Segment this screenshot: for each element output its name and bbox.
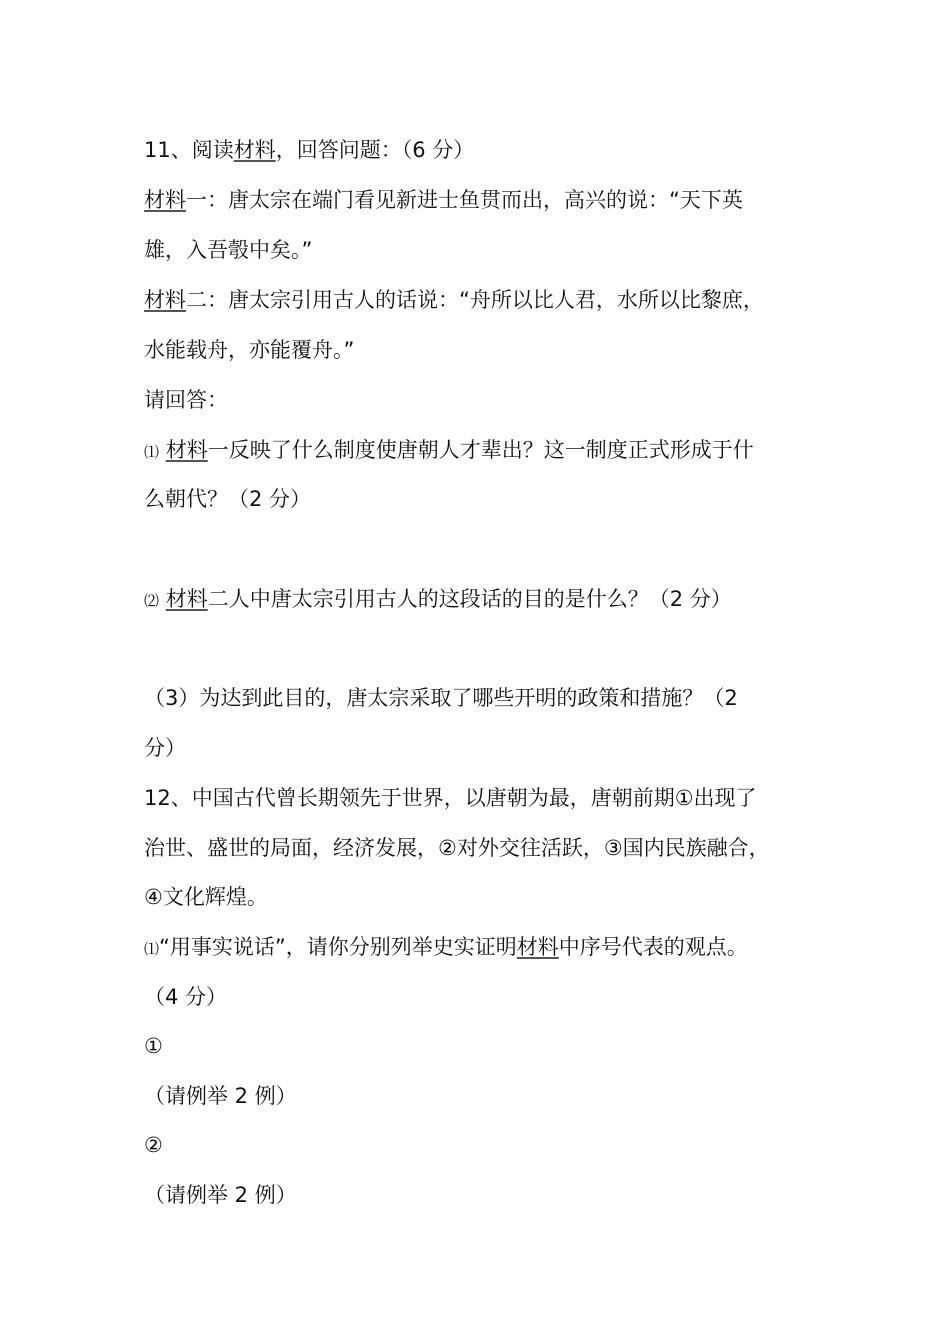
question-12-line-2: 治世、盛世的局面，经济发展，②对外交往活跃，③国内民族融合， [144, 836, 770, 860]
material-link[interactable]: 材料 [144, 288, 186, 312]
sub-question-number: ⑵ [144, 592, 160, 610]
material-link[interactable]: 材料 [144, 188, 186, 212]
material-link[interactable]: 材料 [233, 138, 276, 162]
material-1-line-2: 雄，入吾彀中矣。” [144, 238, 313, 262]
q12-sub-1-prefix: “用事实说话”，请你分别列举史实证明 [159, 935, 517, 959]
material-link[interactable]: 材料 [165, 587, 208, 611]
sub-question-1-text: 一反映了什么制度使唐朝人才辈出？这一制度正式形成于什 [207, 438, 754, 462]
material-link[interactable]: 材料 [516, 935, 559, 959]
sub-question-1-line-2: 么朝代？（2 分） [144, 487, 312, 511]
q12-sub-question-1-line-2: （4 分） [144, 985, 228, 1009]
sub-question-3-line-2: 分） [144, 736, 186, 760]
material-2-text: 二：唐太宗引用古人的话说：“舟所以比人君，水所以比黎庶， [186, 288, 764, 312]
sub-question-number: ⑴ [144, 940, 160, 958]
q12-sub-1-suffix: 中序号代表的观点。 [558, 935, 748, 959]
sub-question-2-text: 二人中唐太宗引用古人的这段话的目的是什么？（2 分） [207, 587, 732, 611]
question-11-heading [144, 135, 814, 165]
q12-sub-question-1-line-1 [144, 932, 814, 964]
point-1-note: （请例举 2 例） [144, 1084, 297, 1108]
material-link[interactable]: 材料 [165, 438, 208, 462]
sub-question-2 [144, 584, 814, 616]
question-12-line-1: 12、中国古代曾长期领先于世界，以唐朝为最，唐朝前期①出现了 [144, 786, 757, 810]
material-2-line-1 [144, 285, 814, 315]
point-1-mark: ① [144, 1034, 163, 1058]
material-2-line-2: 水能载舟，亦能覆舟。” [144, 338, 355, 362]
q11-suffix: ，回答问题：（6 分） [275, 138, 475, 162]
sub-question-1-line-1 [144, 435, 814, 467]
point-2-note: （请例举 2 例） [144, 1183, 297, 1207]
q11-prefix: 11、阅读 [144, 138, 234, 162]
sub-question-3-line-1: （3）为达到此目的，唐太宗采取了哪些开明的政策和措施？（2 [144, 686, 738, 710]
material-1-text: 一：唐太宗在端门看见新进士鱼贯而出，高兴的说：“天下英 [186, 188, 743, 212]
sub-question-number: ⑴ [144, 443, 160, 461]
material-1-line-1 [144, 185, 814, 215]
answer-prompt: 请回答： [144, 388, 228, 412]
question-12-line-3: ④文化辉煌。 [144, 885, 268, 909]
point-2-mark: ② [144, 1133, 163, 1157]
